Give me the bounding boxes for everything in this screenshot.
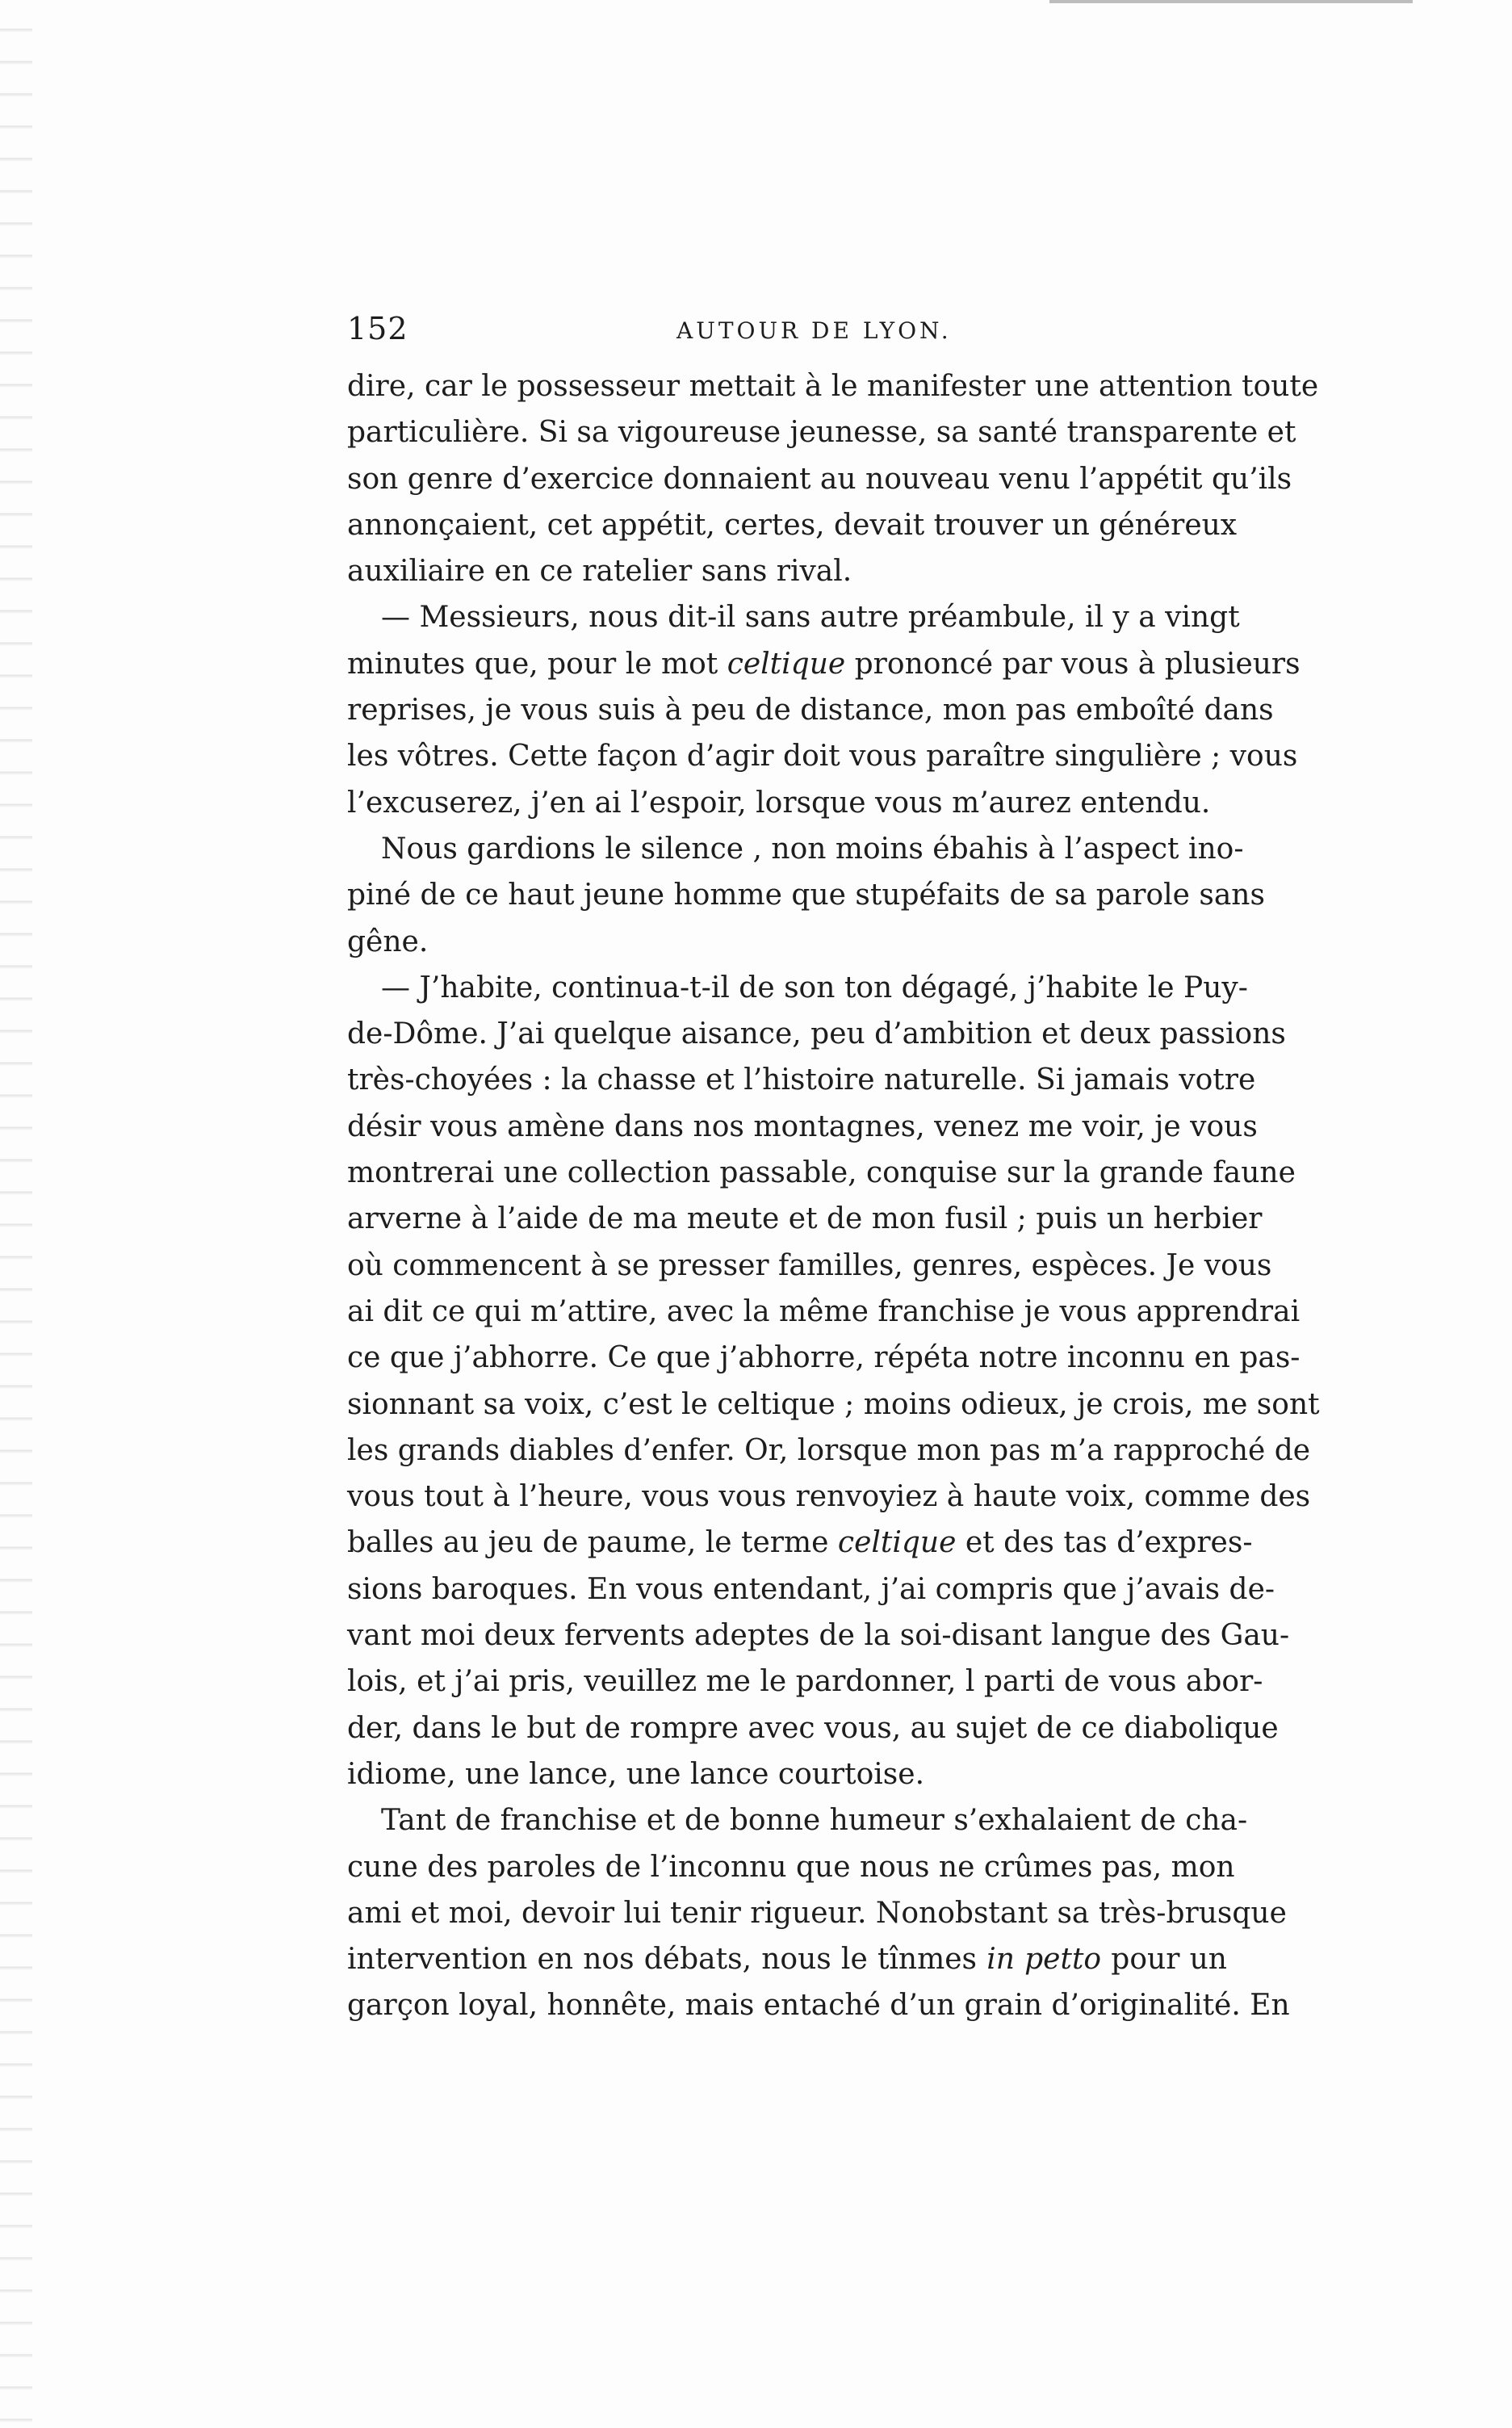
- text-line: Tant de franchise et de bonne humeur s’exhalaient de cha-: [381, 1804, 1248, 1838]
- italic-word: celtique: [837, 1526, 957, 1560]
- text-line: l’excuserez, j’en ai l’espoir, lorsque vous m’aurez entendu.: [347, 786, 1211, 820]
- text-line: garçon loyal, honnête, mais entaché d’un grain d’originalité. En: [347, 1989, 1290, 2023]
- text-line: auxiliaire en ce ratelier sans rival.: [347, 555, 852, 589]
- text-line: dire, car le possesseur mettait à le manifester une attention toute: [347, 370, 1319, 403]
- paragraph: [347, 594, 1300, 825]
- text-line: son genre d’exercice donnaient au nouveau venu l’appétit qu’ils: [347, 462, 1292, 496]
- text-line: ami et moi, devoir lui tenir rigueur. Nonobstant sa très-brusque: [347, 1896, 1287, 1930]
- paragraph: [347, 363, 1319, 594]
- text-segment: intervention en nos débats, nous le tînmes: [347, 1943, 978, 1977]
- text-line: ce que j’abhorre. Ce que j’abhorre, répéta notre inconnu en pas-: [347, 1341, 1300, 1375]
- text-line: sions baroques. En vous entendant, j’ai compris que j’avais de-: [347, 1572, 1275, 1606]
- text-segment: et des tas d’expres-: [965, 1526, 1253, 1560]
- text-line: [347, 641, 1300, 687]
- text-line: les grands diables d’enfer. Or, lorsque mon pas m’a rapproché de: [347, 1433, 1311, 1467]
- italic-word: in petto: [986, 1943, 1102, 1977]
- text-line: reprises, je vous suis à peu de distance, mon pas emboîté dans: [347, 694, 1274, 728]
- text-line: de-Dôme. J’ai quelque aisance, peu d’ambition et deux passions: [347, 1017, 1286, 1051]
- text-line: Nous gardions le silence , non moins ébahis à l’aspect ino-: [381, 832, 1244, 866]
- text-line: vous tout à l’heure, vous vous renvoyiez à haute voix, comme des: [347, 1480, 1311, 1514]
- text-line: gêne.: [347, 925, 429, 958]
- text-line: piné de ce haut jeune homme que stupéfaits de sa parole sans: [347, 879, 1265, 912]
- running-head: AUTOUR DE LYON.: [676, 317, 952, 344]
- text-line: très-choyées : la chasse et l’histoire naturelle. Si jamais votre: [347, 1063, 1256, 1097]
- text-line: les vôtres. Cette façon d’agir doit vous paraître singulière ; vous: [347, 740, 1298, 774]
- text-line: — J’habite, continua-t-il de son ton dégagé, j’habite le Puy-: [381, 971, 1248, 1004]
- text-line: [347, 1936, 1227, 1982]
- text-line: ai dit ce qui m’attire, avec la même franchise je vous apprendrai: [347, 1294, 1300, 1328]
- page-number: 152: [347, 311, 408, 346]
- text-line: particulière. Si sa vigoureuse jeunesse, sa santé transparente et: [347, 416, 1296, 450]
- scan-top-mark: [1049, 0, 1413, 3]
- text-line: cune des paroles de l’inconnu que nous ne crûmes pas, mon: [347, 1850, 1235, 1884]
- text-segment: minutes que, pour le mot: [347, 647, 718, 681]
- text-line: arverne à l’aide de ma meute et de mon fusil ; puis un herbier: [347, 1202, 1263, 1236]
- text-line: annonçaient, cet appétit, certes, devait trouver un généreux: [347, 508, 1238, 542]
- text-line: désir vous amène dans nos montagnes, venez me voir, je vous: [347, 1109, 1258, 1143]
- paragraph: [347, 826, 1265, 965]
- page-header: [347, 311, 1227, 359]
- text-line: sionnant sa voix, c’est le celtique ; moins odieux, je crois, me sont: [347, 1387, 1320, 1421]
- text-line: [347, 1520, 1253, 1566]
- body-text: [347, 363, 1320, 2029]
- paragraph: [347, 965, 1320, 1797]
- text-segment: balles au jeu de paume, le terme: [347, 1526, 829, 1560]
- text-line: — Messieurs, nous dit-il sans autre préambule, il y a vingt: [381, 601, 1240, 635]
- text-segment: prononcé par vous à plusieurs: [854, 647, 1300, 681]
- text-line: der, dans le but de rompre avec vous, au sujet de ce diabolique: [347, 1711, 1279, 1745]
- text-line: montrerai une collection passable, conquise sur la grande faune: [347, 1156, 1296, 1190]
- paragraph: [347, 1797, 1290, 2028]
- text-line: lois, et j’ai pris, veuillez me le pardonner, l parti de vous abor-: [347, 1665, 1263, 1699]
- text-line: où commencent à se presser familles, genres, espèces. Je vous: [347, 1248, 1272, 1282]
- text-segment: pour un: [1111, 1943, 1227, 1977]
- text-line: idiome, une lance, une lance courtoise.: [347, 1757, 925, 1791]
- scan-edge-marks: [0, 0, 32, 2428]
- italic-word: celtique: [727, 647, 846, 681]
- text-line: vant moi deux fervents adeptes de la soi-disant langue des Gau-: [347, 1619, 1290, 1653]
